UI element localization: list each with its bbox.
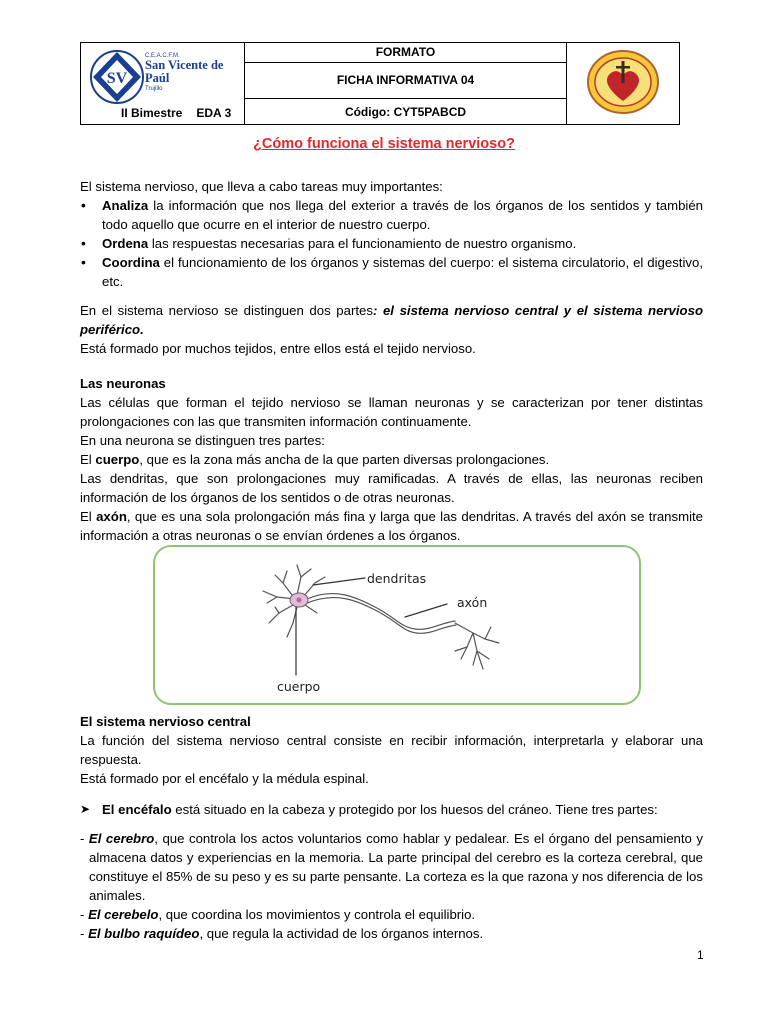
bullet-ordena — [80, 234, 703, 253]
bullet-term: Coordina — [102, 255, 160, 270]
logo-caption-3: Trujillo — [145, 85, 163, 92]
svg-text:SV: SV — [106, 70, 128, 87]
neurons-heading: Las neuronas — [80, 376, 166, 391]
parts-text: En el sistema nervioso se distinguen dos partes — [80, 303, 373, 318]
logo-caption-2: San Vicente de Paúl — [145, 58, 224, 86]
parts-line — [80, 301, 703, 339]
ficha-label: FICHA INFORMATIVA 04 — [245, 62, 567, 98]
neurons-p3 — [80, 450, 703, 469]
central-section — [80, 712, 703, 788]
item-bulbo: - El bulbo raquídeo, que regula la actividad de los órganos internos. — [80, 926, 484, 941]
neurons-p4: Las dendritas, que son prolongaciones muy ramificadas. A través de ellas, las neuronas reciben información de los órganos de los sentidos o de otras neuronas. — [80, 471, 703, 505]
seal-cell — [567, 43, 680, 125]
eda-label: EDA 3 — [196, 106, 232, 120]
term-axon: axón — [96, 509, 127, 524]
encefalo-parts — [80, 829, 703, 943]
encefalo-term: El encéfalo — [102, 802, 172, 817]
header-table — [80, 42, 680, 125]
bullet-text: las respuestas necesarias para el funcionamiento de nuestro organismo. — [148, 236, 577, 251]
label-cuerpo: cuerpo — [277, 679, 321, 694]
logo-caption-1: C.E.A.C.F.M. — [145, 53, 180, 59]
central-heading: El sistema nervioso central — [80, 714, 251, 729]
text-run: El — [80, 452, 96, 467]
item-text: , que coordina los movimientos y controla el equilibrio. — [158, 907, 476, 922]
encefalo-line — [80, 800, 703, 819]
central-p1: La función del sistema nervioso central consiste en recibir información, interpretarla y elaborar una respuesta. — [80, 733, 703, 767]
item-text: , que controla los actos voluntarios como hablar y pedalear. Es el órgano del pensamiento y almacena datos y experiencias en la memoria. La parte principal del cerebro es la corteza cerebral, que constituye el 85% de su peso y es su parte pensante. La corteza es la que razona y nos diferencia de los animales. — [89, 831, 703, 903]
central-p2: Está formado por el encéfalo y la médula espinal. — [80, 771, 369, 786]
neurons-p2: En una neurona se distinguen tres partes: — [80, 433, 325, 448]
bullet-coordina — [80, 253, 703, 291]
item-text: , que regula la actividad de los órganos internos. — [199, 926, 484, 941]
term-cerebro: El cerebro — [88, 831, 155, 846]
religious-seal-icon — [585, 49, 661, 115]
term-cerebelo: El cerebelo — [88, 907, 159, 922]
item-cerebelo: - El cerebelo, que coordina los movimientos y controla el equilibrio. — [80, 907, 476, 922]
intro-lead: El sistema nervioso, que lleva a cabo tareas muy importantes: — [80, 179, 443, 194]
parts-line2: Está formado por muchos tejidos, entre ellos está el tejido nervioso. — [80, 341, 476, 356]
arrow-bullet-icon: ➤ — [80, 802, 91, 816]
term-bulbo: El bulbo raquídeo — [88, 926, 200, 941]
text-run: , que es una sola prolongación más fina y larga que las dendritas. A través del axón se transmite información a otras neuronas o se envían órdenes a los órganos. — [80, 509, 704, 543]
text-run: El — [80, 509, 97, 524]
page-number: 1 — [697, 948, 704, 962]
parts-section — [80, 301, 703, 358]
codigo-label: Código: CYT5PABCD — [245, 99, 567, 125]
page-title: ¿Cómo funciona el sistema nervioso? — [253, 136, 515, 152]
neurons-p1: Las células que forman el tejido nervioso se llaman neuronas y se caracterizan por tener distintas prolongaciones con las que transmiten información continuamente. — [80, 395, 703, 429]
neuron-figure — [153, 545, 641, 705]
encefalo-text: está situado en la cabeza y protegido por los huesos del cráneo. Tiene tres partes: — [171, 802, 658, 817]
term-cuerpo: cuerpo — [95, 452, 140, 467]
bullet-term: Ordena — [102, 236, 149, 251]
school-logo-cell — [81, 43, 245, 125]
label-dendritas: dendritas — [367, 571, 427, 586]
bullet-text: el funcionamiento de los órganos y sistemas del cuerpo: el sistema circulatorio, el digestivo, etc. — [102, 255, 703, 289]
neurons-section — [80, 374, 703, 545]
bullet-term: Analiza — [102, 198, 149, 213]
intro-section — [80, 177, 703, 291]
item-cerebro: - El cerebro, que controla los actos voluntarios como hablar y pedalear. Es el órgano del pensamiento y almacena datos y experiencias en la memoria. La parte principal del cerebro es la corteza cerebral, que constituye el 85% de su peso y es su parte pensante. La corteza es la que razona y nos diferencia de los animales. — [80, 831, 703, 903]
parts-emphasis: : el sistema nervioso central y el sistema nervioso periférico. — [80, 303, 703, 337]
bullet-analiza — [80, 196, 703, 234]
text-run: , que es la zona más ancha de la que parten diversas prolongaciones. — [139, 452, 550, 467]
bimestre-label: II Bimestre — [121, 106, 183, 120]
bullet-text: la información que nos llega del exterior a través de los órganos de los sentidos y también todo aquello que ocurre en el interior de nuestro cuerpo. — [102, 198, 703, 232]
formato-label: FORMATO — [245, 43, 567, 63]
label-axon: axón — [457, 595, 488, 610]
neurons-p5 — [80, 507, 703, 545]
